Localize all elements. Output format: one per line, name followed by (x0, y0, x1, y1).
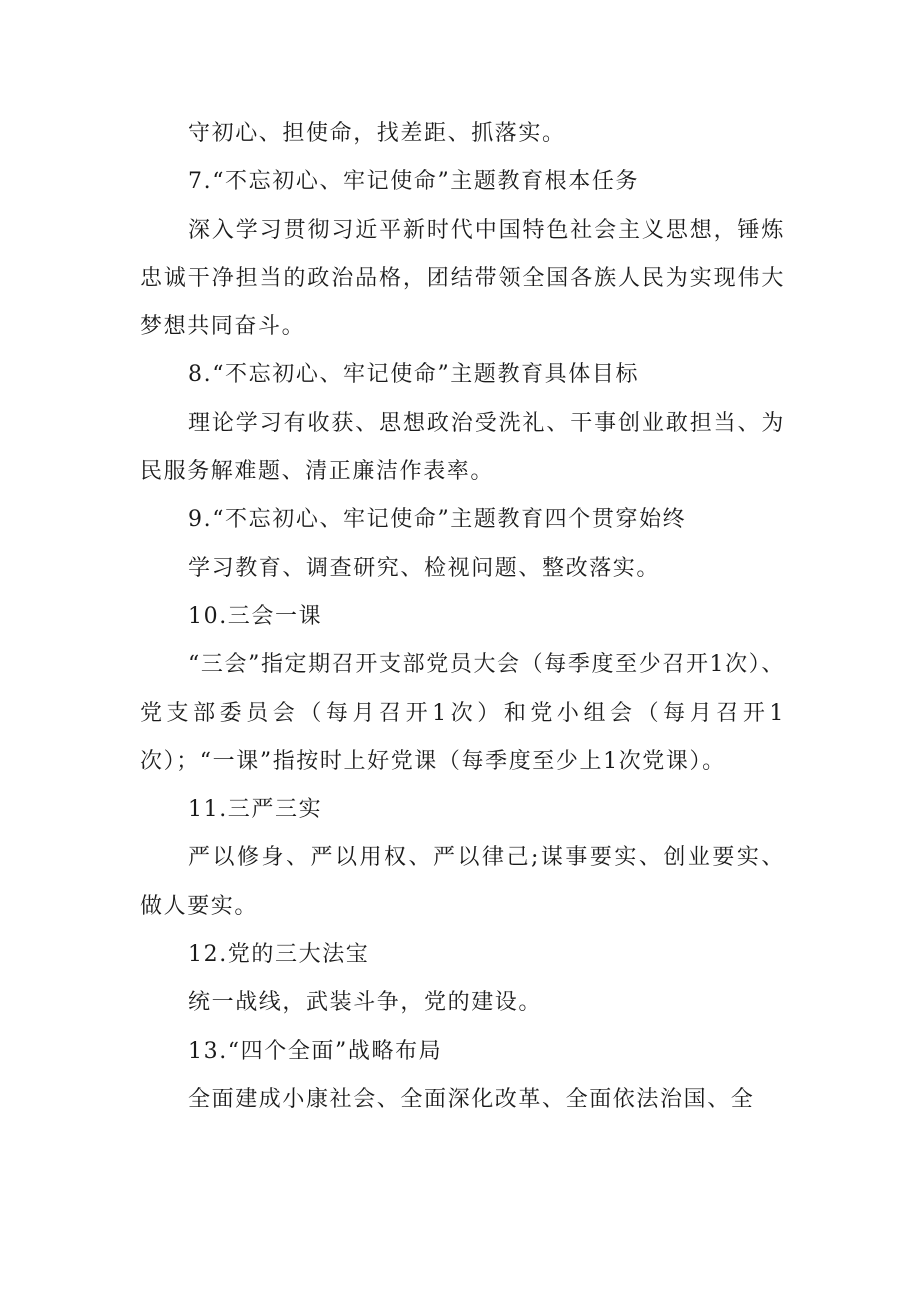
paragraph-item-9: 学习教育、调查研究、检视问题、整改落实。 (188, 555, 661, 581)
heading-item-11: 11.三严三实 (188, 797, 323, 823)
heading-item-8: 8.“不忘初心、牢记使命”主题教育具体目标 (188, 362, 640, 388)
heading-item-12: 12.党的三大法宝 (188, 942, 370, 968)
heading-item-7: 7.“不忘初心、牢记使命”主题教育根本任务 (188, 169, 640, 195)
paragraph-item-10: “三会”指定期召开支部党员大会（每季度至少召开1次）、党支部委员会（每月召开1次）和党小组会（每月召开1次）；“一课”指按时上好党课（每季度至少上1次党课）。 (140, 652, 785, 774)
paragraph-item-8: 理论学习有收获、思想政治受洗礼、干事创业敢担当、为民服务解难题、清正廉洁作表率。 (140, 410, 785, 485)
paragraph-item-13: 全面建成小康社会、全面深化改革、全面依法治国、全 (188, 1086, 755, 1112)
heading-item-13: 13.“四个全面”战略布局 (188, 1038, 443, 1064)
paragraph-item-12: 统一战线，武装斗争，党的建设。 (188, 990, 543, 1016)
heading-item-10: 10.三会一课 (188, 603, 323, 629)
document-body (140, 110, 785, 1124)
paragraph-item-7: 深入学习贯彻习近平新时代中国特色社会主义思想，锤炼忠诚干净担当的政治品格，团结带领全国各族人民为实现伟大梦想共同奋斗。 (140, 217, 785, 340)
paragraph-item-11: 严以修身、严以用权、严以律己;谋事要实、创业要实、做人要实。 (140, 845, 785, 919)
paragraph-mission-summary: 守初心、担使命，找差距、抓落实。 (188, 121, 566, 146)
heading-item-9: 9.“不忘初心、牢记使命”主题教育四个贯穿始终 (188, 507, 687, 533)
